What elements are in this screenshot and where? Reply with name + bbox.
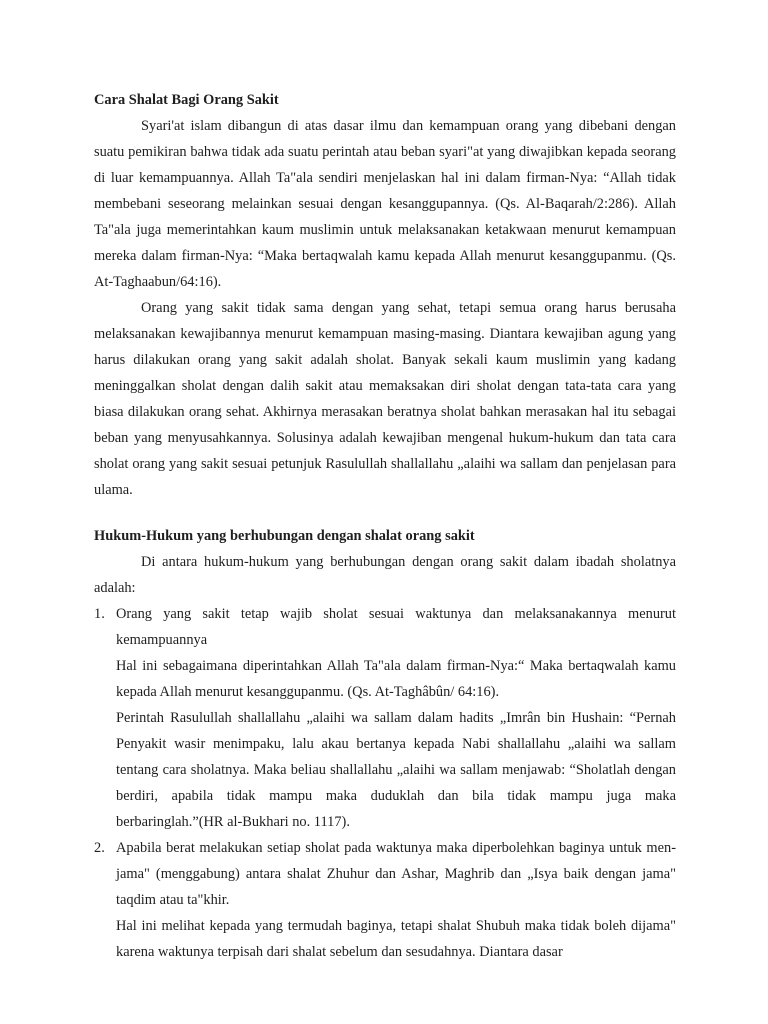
list-item bbox=[94, 835, 676, 965]
paragraph-syariat: Syari'at islam dibangun di atas dasar ilmu dan kemampuan orang yang dibebani dengan suatu pemikiran bahwa tidak ada suatu perintah atau beban syari"at yang diwajibkan kepada seorang di luar kemampuannya. Allah Ta"ala sendiri menjelaskan hal ini dalam firman-Nya: “Allah tidak membebani seseorang melainkan sesuai dengan kesanggupannya. (Qs. Al-Baqarah/2:286). Allah Ta"ala juga memerintahkan kaum muslimin untuk melaksanakan ketakwaan menurut kemampuan mereka dalam firman-Nya: “Maka bertaqwalah kamu kepada Allah menurut kesanggupanmu. (Qs. At-Taghaabun/64:16). bbox=[94, 118, 676, 290]
heading-cara-shalat: Cara Shalat Bagi Orang Sakit bbox=[94, 92, 279, 108]
list-number: 1. bbox=[94, 606, 105, 622]
list-item-text: Apabila berat melakukan setiap sholat pada waktunya maka diperbolehkan baginya untuk men-jama" (menggabung) antara shalat Zhuhur dan Ashar, Maghrib dan „Isya baik dengan jama" taqdim atau ta"khir. bbox=[116, 840, 676, 908]
list-item-subparagraph: Hal ini melihat kepada yang termudah baginya, tetapi shalat Shubuh maka tidak boleh dijama" karena waktunya terpisah dari shalat sebelum dan sesudahnya. Diantara dasar bbox=[116, 918, 676, 960]
list-item bbox=[94, 601, 676, 835]
numbered-list bbox=[94, 601, 676, 965]
heading-hukum-hukum: Hukum-Hukum yang berhubungan dengan shalat orang sakit bbox=[94, 528, 475, 544]
list-number: 2. bbox=[94, 840, 105, 856]
list-item-text: Orang yang sakit tetap wajib sholat sesuai waktunya dan melaksanakannya menurut kemampuannya bbox=[116, 606, 676, 648]
paragraph-orang-sakit: Orang yang sakit tidak sama dengan yang sehat, tetapi semua orang harus berusaha melaksanakan kewajibannya menurut kemampuan masing-masing. Diantara kewajiban agung yang harus dilakukan orang yang sakit adalah sholat. Banyak sekali kaum muslimin yang kadang meninggalkan sholat dengan dalih sakit atau memaksakan diri sholat dengan tata-tata cara yang biasa dilakukan orang sehat. Akhirnya merasakan beratnya sholat bahkan merasakan hal itu sebagai beban yang menyusahkannya. Solusinya adalah kewajiban mengenal hukum-hukum dan tata cara sholat orang yang sakit sesuai petunjuk Rasulullah shallallahu „alaihi wa sallam dan penjelasan para ulama. bbox=[94, 300, 676, 498]
paragraph-intro: Di antara hukum-hukum yang berhubungan dengan orang sakit dalam ibadah sholatnya adalah: bbox=[94, 554, 676, 596]
list-item-subparagraph: Hal ini sebagaimana diperintahkan Allah Ta"ala dalam firman-Nya:“ Maka bertaqwalah kamu kepada Allah menurut kesanggupanmu. (Qs. At-Taghâbûn/ 64:16). bbox=[116, 658, 676, 700]
list-item-subparagraph: Perintah Rasulullah shallallahu „alaihi wa sallam dalam hadits „Imrân bin Hushain: “Pernah Penyakit wasir menimpaku, lalu akau bertanya kepada Nabi shallallahu „alaihi wa sallam tentang cara sholatnya. Maka beliau shallallahu „alaihi wa sallam menjawab: “Sholatlah dengan berdiri, apabila tidak mampu maka duduklah dan bila tidak mampu juga maka berbaringlah.”(HR al-Bukhari no. 1117). bbox=[116, 710, 676, 830]
